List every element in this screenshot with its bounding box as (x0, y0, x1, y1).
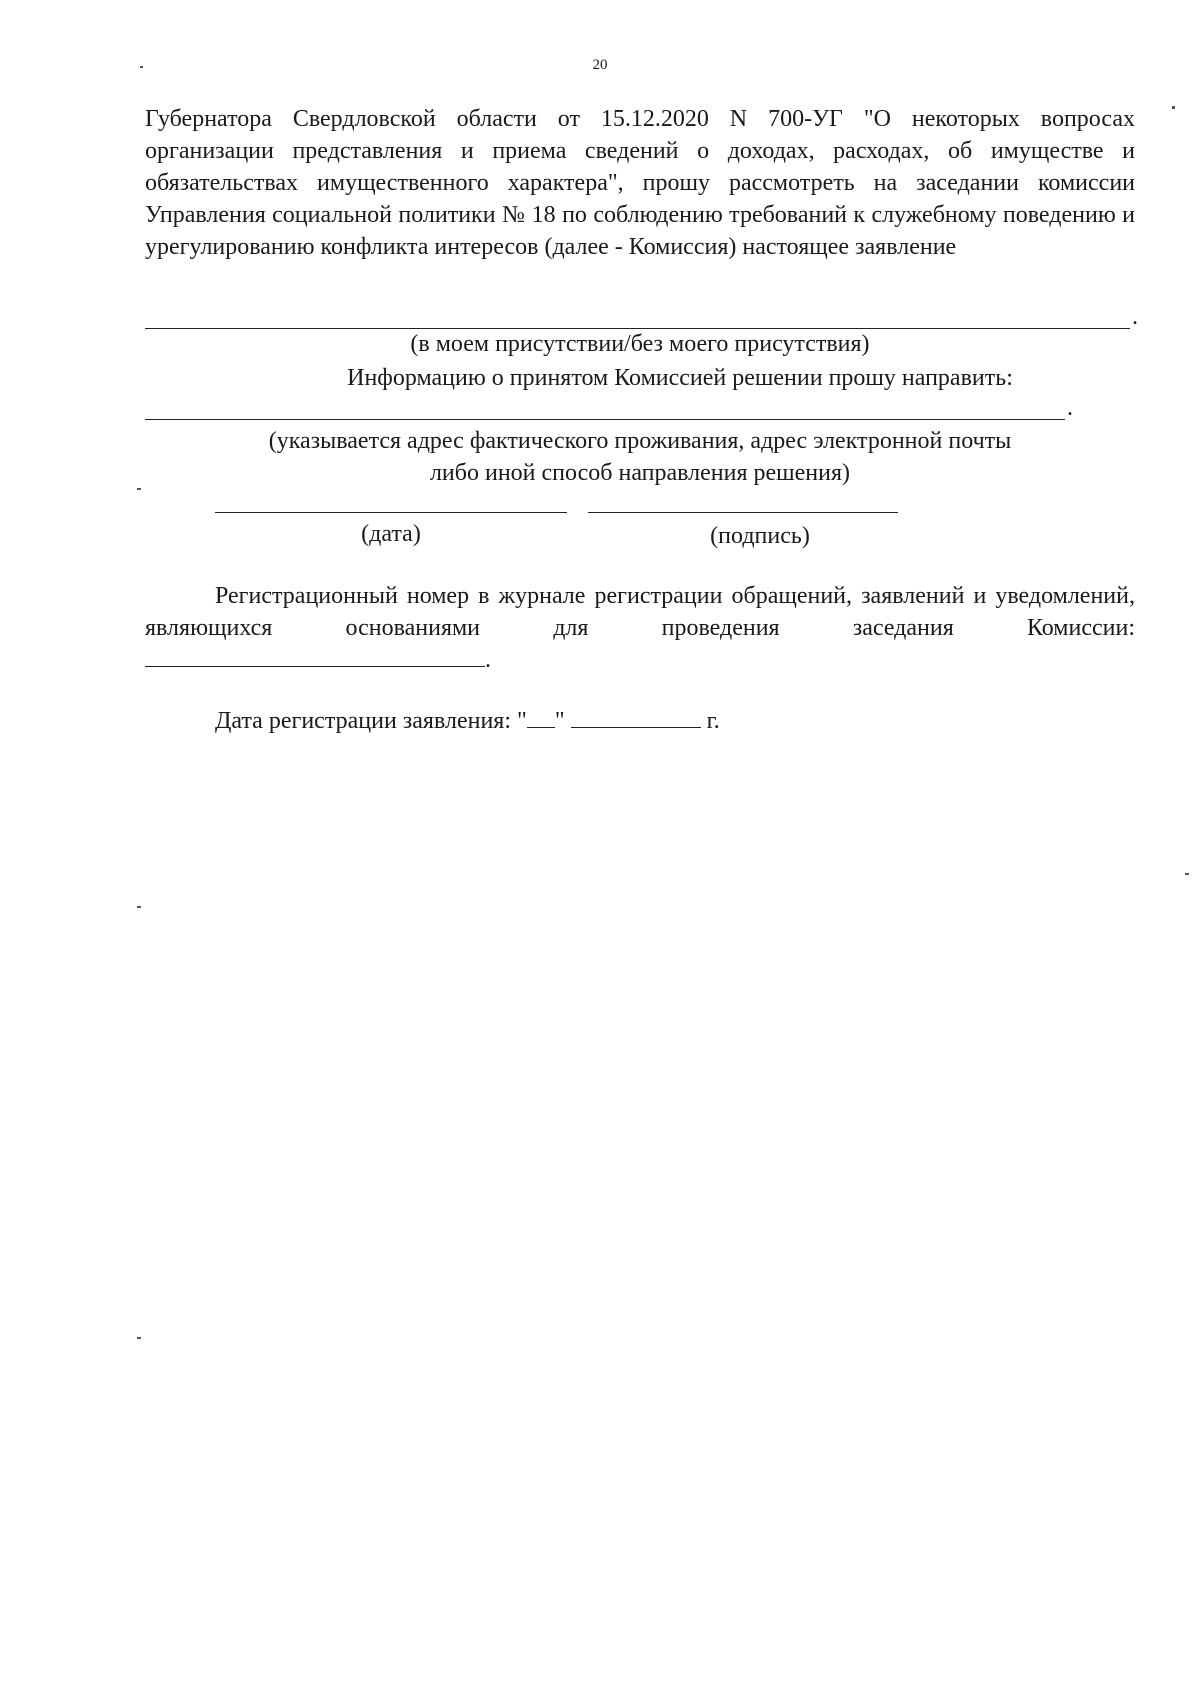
registration-day-blank (527, 705, 555, 728)
registration-month-blank (571, 705, 701, 728)
registration-number-blank (145, 644, 485, 667)
intro-paragraph: Губернатора Свердловской области от 15.12.2020 N 700-УГ "О некоторых вопросах организации представления и приема сведений о доходах, расходах, об имуществе и обязательствах имущественного характера", прошу рассмотреть на заседании комиссии Управления социальной политики № 18 по соблюдению требований к служебному поведению и урегулированию конфликта интересов (далее - Комиссия) настоящее заявление (145, 106, 1135, 260)
registration-end: . (485, 647, 491, 673)
presence-line-end: . (1132, 304, 1138, 330)
scan-speck (137, 1337, 141, 1339)
registration-paragraph (145, 580, 1135, 676)
page-number: 20 (592, 57, 608, 73)
info-line-end: . (1067, 395, 1073, 421)
scan-speck (137, 488, 141, 490)
registration-date-quote-close: " (554, 708, 565, 734)
scan-speck (1185, 873, 1189, 875)
date-label: (дата) (361, 521, 421, 547)
scan-speck (140, 66, 143, 68)
registration-date-suffix: г. (700, 708, 720, 734)
signature-blank-line (588, 512, 898, 513)
signature-label: (подпись) (710, 523, 810, 549)
registration-date-prefix: Дата регистрации заявления: " (215, 708, 527, 734)
scan-speck (137, 906, 141, 908)
date-blank-line (215, 512, 567, 513)
scan-speck (1172, 106, 1175, 109)
info-caption-line-2: либо иной способ направления решения) (429, 460, 851, 486)
info-caption-line-1: (указывается адрес фактического проживания, адрес электронной почты (268, 428, 1012, 454)
presence-caption: (в моем присутствии/без моего присутствия) (410, 331, 870, 357)
info-request-text: Информацию о принятом Комиссией решении прошу направить: (347, 365, 1013, 391)
info-blank-line (145, 419, 1065, 420)
registration-text: Регистрационный номер в журнале регистрации обращений, заявлений и уведомлений, являющихся основаниями для проведения заседания Комиссии: (145, 583, 1135, 641)
registration-date-line (215, 705, 720, 737)
